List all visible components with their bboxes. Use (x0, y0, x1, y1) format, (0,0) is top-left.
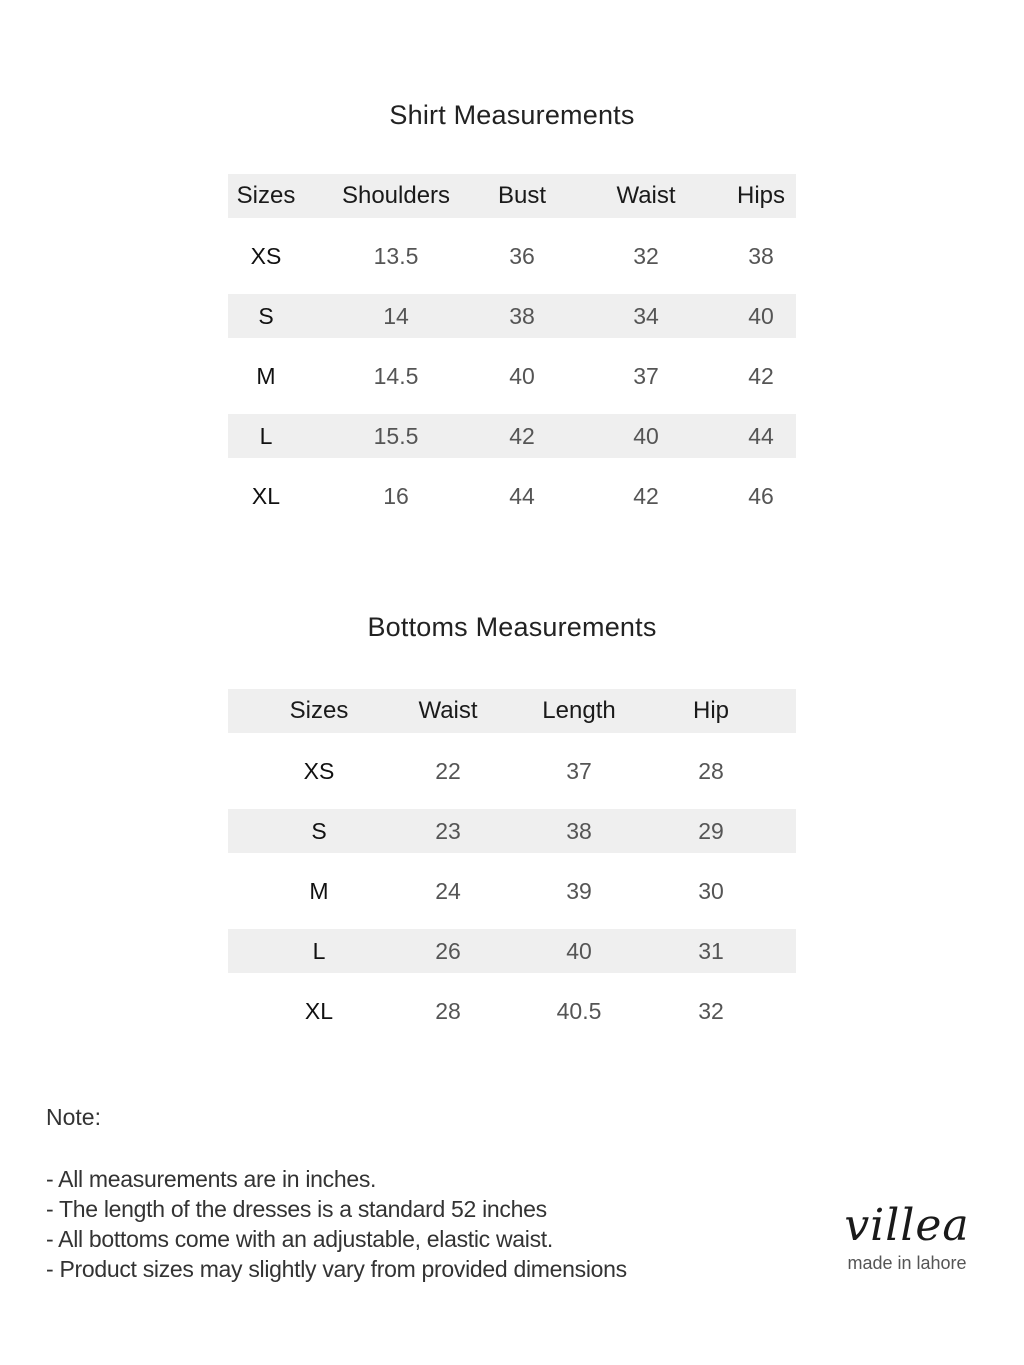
note-item: - Product sizes may slightly vary from provided dimensions (46, 1256, 627, 1282)
length-value: 37 (566, 758, 592, 784)
bust-value: 42 (509, 423, 535, 449)
hip-value: 31 (698, 938, 724, 964)
waist-value: 37 (633, 363, 659, 389)
shoulders-value: 14 (383, 303, 409, 329)
waist-value: 22 (435, 758, 461, 784)
size-label: XL (304, 998, 334, 1024)
brand-logo (832, 1198, 982, 1274)
column-header-shoulders: Shoulders (341, 182, 451, 209)
note-item: - All measurements are in inches. (46, 1166, 377, 1192)
column-header-sizes: Sizes (236, 182, 296, 209)
hips-value: 38 (748, 243, 774, 269)
column-header-waist: Waist (418, 697, 478, 724)
waist-value: 24 (435, 878, 461, 904)
brand-tagline: made in lahore (847, 1253, 967, 1273)
size-label: L (259, 423, 273, 449)
waist-value: 32 (633, 243, 659, 269)
waist-value: 26 (435, 938, 461, 964)
hips-value: 40 (748, 303, 774, 329)
waist-value: 34 (633, 303, 659, 329)
note-item: - All bottoms come with an adjustable, elastic waist. (46, 1226, 553, 1252)
bottoms-measurements-title: Bottoms Measurements (367, 612, 657, 642)
note-item: - The length of the dresses is a standard 52 inches (46, 1196, 547, 1222)
column-header-hip: Hip (692, 697, 730, 724)
length-value: 39 (566, 878, 592, 904)
waist-value: 42 (633, 483, 659, 509)
table-row (228, 929, 796, 973)
brand-name: villea (844, 1200, 970, 1251)
waist-value: 28 (435, 998, 461, 1024)
size-label: M (309, 878, 329, 904)
hip-value: 28 (698, 758, 724, 784)
size-label: S (311, 818, 327, 844)
size-label: XL (251, 483, 281, 509)
table-row (228, 234, 796, 278)
size-label: M (256, 363, 276, 389)
shoulders-value: 15.5 (373, 423, 419, 449)
column-header-waist: Waist (616, 182, 676, 209)
hip-value: 30 (698, 878, 724, 904)
bottoms-measurements-table (228, 689, 796, 1049)
shoulders-value: 13.5 (373, 243, 419, 269)
shoulders-value: 14.5 (373, 363, 419, 389)
size-label: L (312, 938, 326, 964)
table-row (228, 354, 796, 398)
length-value: 40 (566, 938, 592, 964)
length-value: 38 (566, 818, 592, 844)
table-row (228, 749, 796, 793)
table-header-row (228, 689, 796, 733)
shirt-measurements-table (228, 174, 796, 534)
bust-value: 40 (509, 363, 535, 389)
hips-value: 42 (748, 363, 774, 389)
hip-value: 32 (698, 998, 724, 1024)
length-value: 40.5 (556, 998, 602, 1024)
column-header-hips: Hips (736, 182, 786, 209)
shoulders-value: 16 (383, 483, 409, 509)
table-row (228, 294, 796, 338)
bust-value: 36 (509, 243, 535, 269)
column-header-bust: Bust (497, 182, 547, 209)
column-header-sizes: Sizes (289, 697, 349, 724)
waist-value: 23 (435, 818, 461, 844)
note-heading: Note: (46, 1104, 101, 1130)
hips-value: 44 (748, 423, 774, 449)
note-list (46, 1164, 627, 1284)
shirt-measurements-title: Shirt Measurements (389, 100, 635, 130)
waist-value: 40 (633, 423, 659, 449)
hips-value: 46 (748, 483, 774, 509)
size-label: XS (303, 758, 335, 784)
bust-value: 38 (509, 303, 535, 329)
size-label: XS (250, 243, 282, 269)
table-header-row (228, 174, 796, 218)
table-row (228, 809, 796, 853)
bust-value: 44 (509, 483, 535, 509)
table-row (228, 474, 796, 518)
column-header-length: Length (542, 697, 616, 724)
table-row (228, 414, 796, 458)
size-label: S (258, 303, 274, 329)
table-row (228, 869, 796, 913)
table-row (228, 989, 796, 1033)
hip-value: 29 (698, 818, 724, 844)
